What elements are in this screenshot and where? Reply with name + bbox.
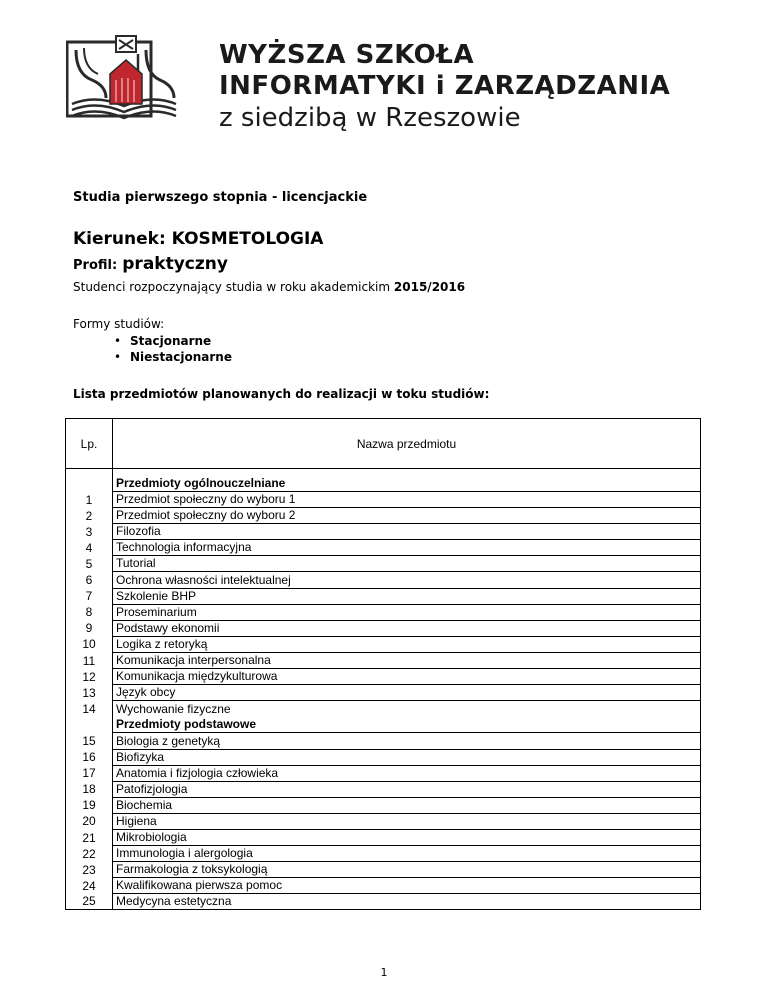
row-subject-name: Mikrobiologia (113, 829, 701, 845)
study-forms-label: Formy studiów: (73, 317, 165, 331)
table-row (66, 701, 701, 717)
row-lp: 1 (66, 492, 113, 508)
logo-emblem-icon (66, 34, 216, 130)
university-logo (66, 34, 216, 130)
row-subject-name: Tutorial (113, 556, 701, 572)
table-row (66, 669, 701, 685)
profile-value: praktyczny (122, 254, 228, 274)
row-subject-name: Patofizjologia (113, 781, 701, 797)
bullet-icon: • (114, 334, 122, 348)
table-row (66, 620, 701, 636)
table-row (66, 733, 701, 749)
row-lp: 6 (66, 572, 113, 588)
row-lp: 3 (66, 524, 113, 540)
category-lp-cell (66, 469, 113, 492)
table-row (66, 540, 701, 556)
row-lp: 4 (66, 540, 113, 556)
page-number: 1 (380, 966, 388, 979)
column-header-lp: Lp. (66, 419, 113, 469)
row-lp: 2 (66, 508, 113, 524)
row-subject-name: Podstawy ekonomii (113, 620, 701, 636)
field-of-study: Kierunek: KOSMETOLOGIA (73, 229, 324, 249)
row-subject-name: Ochrona własności intelektualnej (113, 572, 701, 588)
table-row (66, 765, 701, 781)
table-row (66, 636, 701, 652)
subjects-list-heading: Lista przedmiotów planowanych do realizacji w toku studiów: (73, 387, 490, 401)
table-row (66, 652, 701, 668)
table-row (66, 829, 701, 845)
table-row (66, 862, 701, 878)
row-subject-name: Szkolenie BHP (113, 588, 701, 604)
row-lp: 14 (66, 701, 113, 717)
row-subject-name: Technologia informacyjna (113, 540, 701, 556)
table-row (66, 524, 701, 540)
students-year-line (73, 280, 465, 294)
row-subject-name: Komunikacja międzykulturowa (113, 669, 701, 685)
category-row (66, 469, 701, 492)
category-title: Przedmioty podstawowe (116, 717, 257, 732)
row-subject-name: Filozofia (113, 524, 701, 540)
row-lp: 17 (66, 765, 113, 781)
category-row (66, 717, 701, 733)
table-row (66, 813, 701, 829)
table-row (66, 604, 701, 620)
table-header-row (66, 419, 701, 469)
row-lp: 12 (66, 669, 113, 685)
column-header-name: Nazwa przedmiotu (356, 436, 457, 451)
university-name-line2: INFORMATYKI i ZARZĄDZANIA (219, 71, 671, 101)
row-subject-name: Proseminarium (113, 604, 701, 620)
study-form-item (114, 349, 232, 365)
row-subject-name: Biochemia (113, 797, 701, 813)
row-lp: 16 (66, 749, 113, 765)
row-lp: 25 (66, 894, 113, 910)
profile-label: Profil: (73, 258, 118, 273)
university-name-line1: WYŻSZA SZKOŁA (219, 40, 475, 70)
table-row (66, 749, 701, 765)
row-lp: 13 (66, 685, 113, 701)
study-form-item (114, 333, 232, 349)
table-row (66, 685, 701, 701)
row-subject-name: Język obcy (113, 685, 701, 701)
table-row (66, 572, 701, 588)
study-profile (73, 254, 228, 274)
university-name-line3: z siedzibą w Rzeszowie (219, 103, 521, 133)
table-row (66, 508, 701, 524)
row-subject-name: Przedmiot społeczny do wyboru 1 (113, 492, 701, 508)
row-lp: 11 (66, 652, 113, 668)
academic-year: 2015/2016 (393, 280, 466, 294)
row-subject-name: Wychowanie fizyczne (113, 701, 701, 717)
row-subject-name: Farmakologia z toksykologią (113, 862, 701, 878)
table-row (66, 556, 701, 572)
row-lp: 5 (66, 556, 113, 572)
table-row (66, 797, 701, 813)
row-subject-name: Kwalifikowana pierwsza pomoc (113, 878, 701, 894)
table-row (66, 846, 701, 862)
category-title: Przedmioty ogólnouczelniane (116, 476, 286, 490)
row-subject-name: Anatomia i fizjologia człowieka (113, 765, 701, 781)
row-subject-name: Higiena (113, 813, 701, 829)
row-subject-name: Immunologia i alergologia (113, 846, 701, 862)
row-subject-name: Medycyna estetyczna (113, 894, 701, 910)
degree-level: Studia pierwszego stopnia - licencjackie (73, 190, 368, 205)
row-lp: 9 (66, 620, 113, 636)
table-row (66, 878, 701, 894)
row-lp: 21 (66, 829, 113, 845)
row-lp: 20 (66, 813, 113, 829)
row-lp: 24 (66, 878, 113, 894)
table-row (66, 894, 701, 910)
university-name (219, 40, 670, 134)
row-lp: 23 (66, 862, 113, 878)
study-forms-list (114, 333, 232, 365)
row-lp: 15 (66, 733, 113, 749)
row-subject-name: Komunikacja interpersonalna (113, 652, 701, 668)
table-row (66, 588, 701, 604)
row-subject-name: Biologia z genetyką (113, 733, 701, 749)
row-lp: 8 (66, 604, 113, 620)
category-lp-cell (66, 717, 113, 733)
row-subject-name: Biofizyka (113, 749, 701, 765)
table-row (66, 781, 701, 797)
row-lp: 10 (66, 636, 113, 652)
row-lp: 7 (66, 588, 113, 604)
study-form-label: Stacjonarne (130, 334, 212, 348)
students-text: Studenci rozpoczynający studia w roku akademickim (73, 280, 391, 294)
table-row (66, 492, 701, 508)
row-lp: 19 (66, 797, 113, 813)
bullet-icon: • (114, 350, 122, 364)
row-lp: 18 (66, 781, 113, 797)
study-form-label: Niestacjonarne (130, 350, 232, 364)
row-subject-name: Przedmiot społeczny do wyboru 2 (113, 508, 701, 524)
subjects-table (65, 418, 701, 910)
row-subject-name: Logika z retoryką (113, 636, 701, 652)
row-lp: 22 (66, 846, 113, 862)
